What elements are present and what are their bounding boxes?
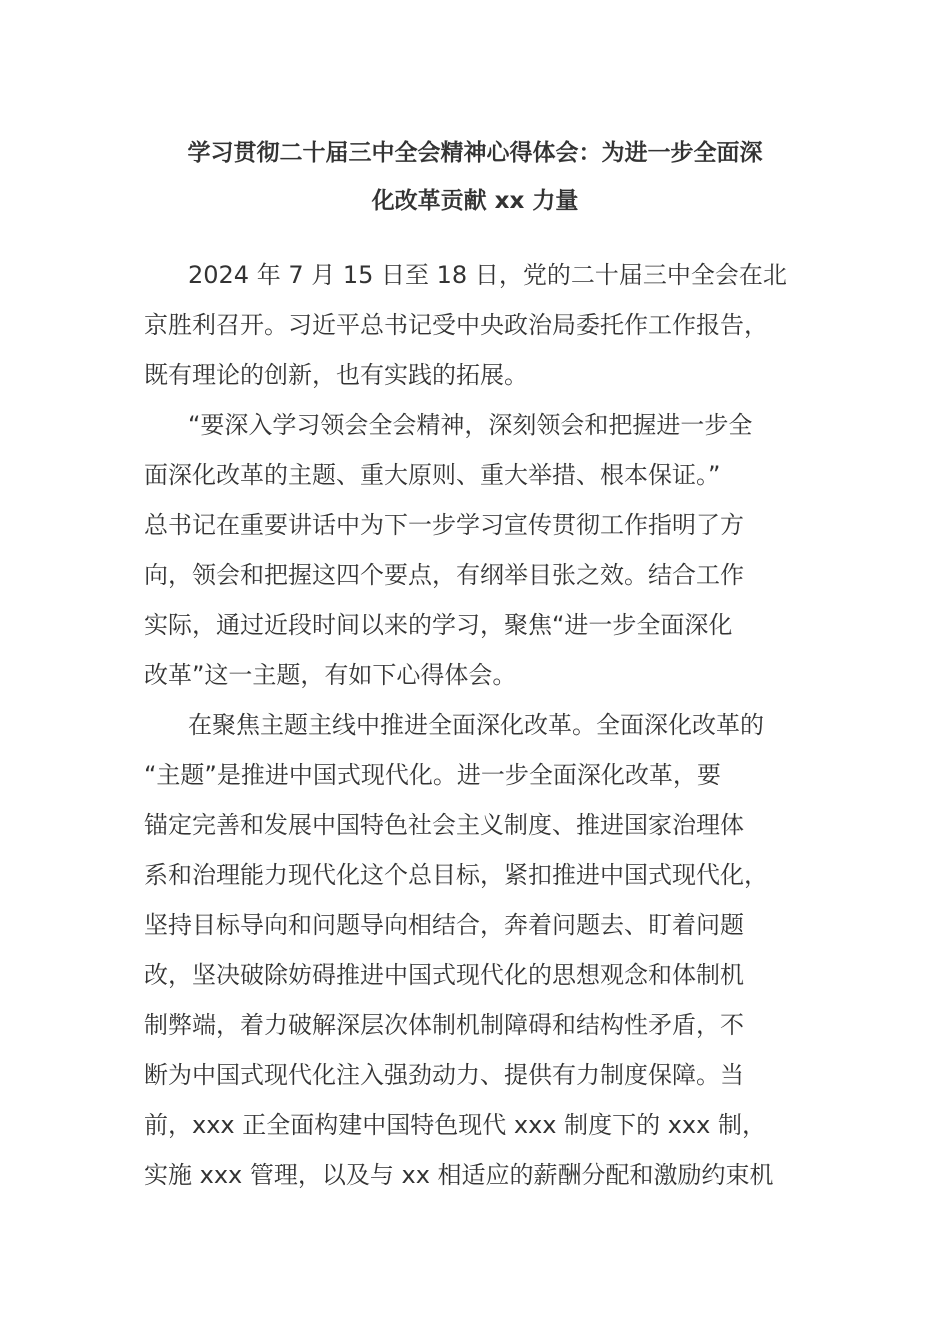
paragraph-1-line-3: 既有理论的创新，也有实践的拓展。 — [144, 361, 528, 389]
paragraph-2-line-3: 总书记在重要讲话中为下一步学习宣传贯彻工作指明了方 — [144, 511, 744, 539]
paragraph-3-line-4: 系和治理能力现代化这个总目标，紧扣推进中国式现代化， — [144, 861, 768, 889]
paragraph-3-line-7: 制弊端，着力破解深层次体制机制障碍和结构性矛盾，不 — [144, 1011, 744, 1039]
paragraph-2-line-1: “要深入学习领会全会精神，深刻领会和把握进一步全 — [188, 411, 753, 439]
paragraph-1-line-2: 京胜利召开。习近平总书记受中央政治局委托作工作报告， — [144, 311, 768, 339]
paragraph-2-line-4: 向，领会和把握这四个要点，有纲举目张之效。结合工作 — [144, 561, 744, 589]
paragraph-3-line-2: “主题”是推进中国式现代化。进一步全面深化改革，要 — [144, 761, 721, 789]
paragraph-3-line-8: 断为中国式现代化注入强劲动力、提供有力制度保障。当 — [144, 1061, 744, 1089]
paragraph-3-line-10: 实施 xxx 管理，以及与 xx 相适应的薪酬分配和激励约束机 — [144, 1161, 774, 1189]
paragraph-3-line-6: 改，坚决破除妨碍推进中国式现代化的思想观念和体制机 — [144, 961, 744, 989]
document-title-line-2: 化改革贡献 xx 力量 — [371, 188, 579, 214]
paragraph-2-line-5: 实际，通过近段时间以来的学习，聚焦“进一步全面深化 — [144, 611, 733, 639]
paragraph-3-line-1: 在聚焦主题主线中推进全面深化改革。全面深化改革的 — [188, 711, 764, 739]
paragraph-3-line-3: 锚定完善和发展中国特色社会主义制度、推进国家治理体 — [144, 811, 744, 839]
document-title-line-1: 学习贯彻二十届三中全会精神心得体会：为进一步全面深 — [187, 140, 763, 166]
paragraph-2-line-2: 面深化改革的主题、重大原则、重大举措、根本保证。” — [144, 461, 721, 489]
paragraph-3-line-5: 坚持目标导向和问题导向相结合，奔着问题去、盯着问题 — [144, 911, 744, 939]
paragraph-2-line-6: 改革”这一主题，有如下心得体会。 — [144, 661, 517, 689]
paragraph-3-line-9: 前，xxx 正全面构建中国特色现代 xxx 制度下的 xxx 制， — [144, 1111, 766, 1139]
paragraph-1-line-1: 2024 年 7 月 15 日至 18 日，党的二十届三中全会在北 — [188, 261, 787, 289]
